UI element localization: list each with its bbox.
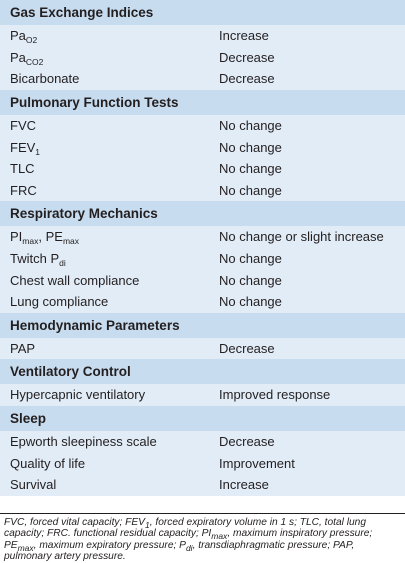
table-row [0, 452, 405, 474]
table-row [0, 248, 405, 270]
param-cell: $FEV_1$ [10, 139, 41, 157]
effect-cell: Improved response [219, 387, 331, 403]
param-cell: Lung compliance [10, 294, 109, 310]
footnote-sub: di [185, 542, 193, 553]
footnote [0, 513, 405, 563]
section-title: Gas Exchange Indices [10, 5, 154, 20]
table-row [0, 338, 405, 360]
effect-cell: Improvement [219, 455, 295, 471]
param-cell: $PI_{max}$, $PE_{max}$ [10, 229, 79, 247]
table-row [0, 384, 405, 406]
param-cell: $Pa_{O2}$ [10, 28, 38, 46]
param-cell: Chest wall compliance [10, 272, 140, 288]
effect-cell: Decrease [219, 71, 275, 87]
param-cell: FVC [10, 118, 36, 134]
table-row [0, 474, 405, 496]
effect-cell: No change [219, 118, 282, 134]
table-row [0, 226, 405, 248]
param-cell: TLC [10, 161, 35, 177]
footnote-sub: max [211, 531, 228, 542]
footnote-text: , maximum expiratory pressure; P [33, 539, 186, 551]
footnote-sub: max [17, 542, 34, 553]
effect-cell: Decrease [219, 340, 275, 356]
effect-cell: Increase [219, 477, 269, 493]
section-title: Sleep [10, 410, 47, 426]
table-row [0, 269, 405, 291]
param-cell: Bicarbonate [10, 71, 80, 87]
effect-cell: No change [219, 294, 282, 310]
param-cell: Twitch $P_{di}$ [10, 251, 66, 269]
footnote-sub: 1 [144, 520, 150, 530]
effect-cell: No change [219, 251, 282, 267]
param-cell: FRC [10, 182, 37, 198]
section-header-hemodynamic [0, 313, 405, 338]
section-title: Ventilatory Control [10, 364, 131, 380]
section-title: Pulmonary Function Tests [10, 94, 179, 110]
section-title: Respiratory Mechanics [10, 206, 158, 222]
table-row [0, 68, 405, 90]
section-header-respiratory-mechanics [0, 201, 405, 226]
param-cell: Hypercapnic ventilatory [10, 387, 146, 403]
effect-cell: No change [219, 272, 282, 288]
footnote-text: , forced expiratory volume in 1 s; TLC, total lung capacity; FRC. functional residual capacity; PI [4, 517, 367, 540]
table-row [0, 158, 405, 180]
table-row [0, 115, 405, 137]
effect-cell: No change [219, 161, 282, 177]
effect-cell: No change or slight increase [219, 229, 384, 245]
table-row [0, 180, 405, 202]
param-cell: Survival [10, 477, 57, 493]
param-cell: $Pa_{CO2}$ [10, 49, 44, 67]
table-row [0, 431, 405, 453]
section-header-pulmonary-function [0, 90, 405, 115]
table-row [0, 291, 405, 313]
effect-cell: No change [219, 139, 282, 155]
table-row [0, 136, 405, 158]
table-row [0, 25, 405, 47]
effect-cell: Decrease [219, 434, 275, 450]
effect-cell: No change [219, 182, 282, 198]
section-title: Hemodynamic Parameters [10, 317, 180, 333]
effect-cell: Decrease [219, 49, 275, 65]
param-cell: Quality of life [10, 455, 86, 471]
param-cell: Epworth sleepiness scale [10, 434, 157, 450]
footnote-text: , transdiaphragmatic pressure; PAP, pulmonary artery pressure. [4, 539, 355, 563]
section-header-ventilatory-control [0, 359, 405, 384]
footnote-text: , maximum inspiratory pressure; PE [4, 528, 373, 551]
section-header-sleep [0, 406, 405, 431]
footnote-text: FVC, forced vital capacity; FEV [4, 517, 145, 528]
table-row [0, 47, 405, 69]
effect-cell: Increase [219, 28, 269, 44]
section-header-gas-exchange [0, 0, 405, 25]
param-cell: PAP [10, 340, 36, 356]
